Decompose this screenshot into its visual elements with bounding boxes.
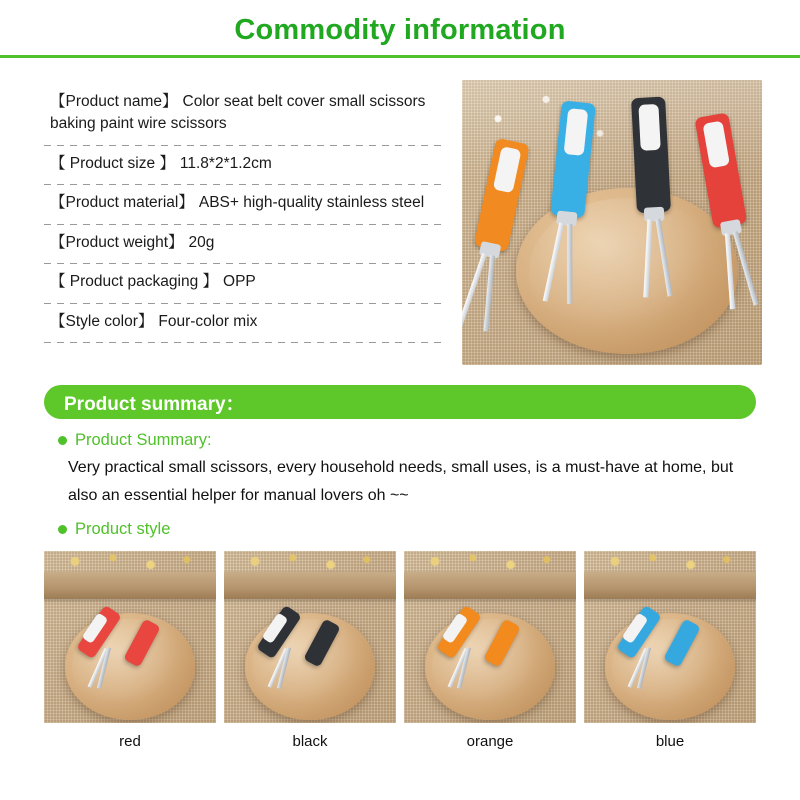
- spec-label: 【Product weight】: [50, 233, 184, 251]
- blade: [733, 231, 759, 305]
- handle: [550, 100, 596, 218]
- summary-heading-label: Product Summary:: [75, 431, 212, 449]
- spec-divider: [44, 145, 444, 146]
- gallery-photo: [224, 551, 396, 723]
- page-title: Commodity information: [234, 14, 566, 46]
- gallery-caption: blue: [655, 733, 685, 750]
- handle: [474, 137, 530, 252]
- product-summary-title: Product summary：: [64, 393, 245, 415]
- spec-value: OPP: [223, 273, 256, 291]
- spec-divider: [44, 184, 444, 185]
- spec-divider: [44, 342, 444, 343]
- gallery-item-blue[interactable]: [584, 551, 756, 750]
- spec-divider: [44, 263, 444, 264]
- spec-label: 【Product name】: [50, 93, 178, 110]
- gallery-caption: red: [119, 733, 141, 750]
- spec-row: [44, 229, 444, 258]
- page-header: [0, 0, 800, 58]
- blade: [567, 224, 572, 304]
- product-style-gallery: [0, 543, 800, 750]
- spec-value: ABS+ high-quality stainless steel: [198, 194, 425, 212]
- spec-value: Four-color mix: [158, 312, 258, 330]
- gallery-photo: [584, 551, 756, 723]
- blade: [462, 253, 487, 326]
- spec-label: 【 Product packaging 】: [50, 273, 219, 291]
- style-heading-label: Product style: [75, 520, 171, 538]
- product-summary-banner: [44, 385, 756, 419]
- blade: [643, 219, 652, 297]
- blade: [655, 219, 672, 297]
- spec-value: 11.8*2*1.2cm: [179, 154, 272, 172]
- style-heading: [58, 520, 756, 539]
- gallery-caption: orange: [466, 733, 514, 750]
- spec-divider: [44, 303, 444, 304]
- spec-row: [44, 150, 444, 179]
- blade: [543, 222, 565, 301]
- blade: [483, 255, 495, 331]
- gallery-caption: black: [292, 733, 328, 750]
- bullet-icon: [58, 525, 67, 534]
- spec-label: 【Style color】: [50, 312, 154, 330]
- handle: [694, 113, 747, 229]
- product-summary-body: [0, 419, 800, 539]
- spec-row: [44, 88, 444, 140]
- spec-row: [44, 189, 444, 218]
- specification-list: [44, 80, 444, 365]
- summary-heading: [58, 431, 756, 450]
- spec-value: Color seat belt cover small scissors baking paint wire scissors: [50, 93, 426, 133]
- gallery-item-black[interactable]: [224, 551, 396, 750]
- gallery-item-orange[interactable]: [404, 551, 576, 750]
- spec-label: 【 Product size 】: [50, 154, 175, 172]
- spec-label: 【Product material】: [50, 194, 194, 212]
- spec-divider: [44, 224, 444, 225]
- handle: [631, 97, 671, 214]
- specification-section: [0, 58, 800, 365]
- spec-row: [44, 268, 444, 297]
- spec-value: 20g: [188, 233, 215, 251]
- gallery-photo: [404, 551, 576, 723]
- blade: [725, 233, 735, 309]
- product-photo-main: [462, 80, 762, 365]
- bullet-icon: [58, 436, 67, 445]
- gallery-item-red[interactable]: [44, 551, 216, 750]
- spec-row: [44, 308, 444, 337]
- summary-paragraph: Very practical small scissors, every household needs, small uses, is a must-have at home, but also an essential helper for manual lovers oh ~~: [68, 459, 734, 504]
- gallery-photo: [44, 551, 216, 723]
